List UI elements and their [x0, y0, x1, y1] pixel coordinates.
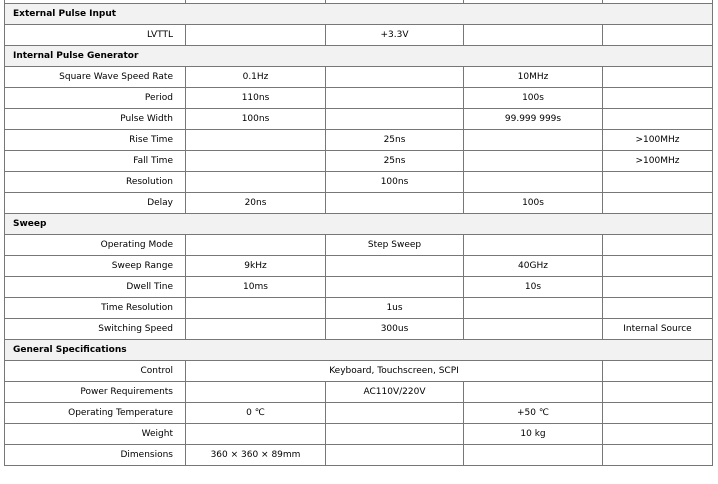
spec-value-cell: [603, 193, 713, 214]
spec-label: Fall Time: [5, 151, 186, 172]
spec-label: Dimensions: [5, 445, 186, 466]
spec-value-cell: [603, 67, 713, 88]
spec-value-cell: [603, 445, 713, 466]
spec-row: [5, 130, 713, 151]
section-header-row: [5, 4, 713, 25]
spec-value-cell: [603, 424, 713, 445]
spec-value-cell: +3.3V: [326, 25, 464, 46]
spec-row: [5, 25, 713, 46]
spec-label: Weight: [5, 424, 186, 445]
spec-row: [5, 277, 713, 298]
spec-label: Resolution: [5, 172, 186, 193]
spec-row: [5, 403, 713, 424]
spec-value-cell: 100ns: [186, 109, 326, 130]
spec-label: Sweep Range: [5, 256, 186, 277]
spec-label: Rise Time: [5, 130, 186, 151]
section-header-row: [5, 46, 713, 67]
spec-value-cell: [326, 424, 464, 445]
spec-value-cell: >100MHz: [603, 151, 713, 172]
spec-value-cell: [186, 151, 326, 172]
spec-label: Square Wave Speed Rate: [5, 67, 186, 88]
spec-label: Power Requirements: [5, 382, 186, 403]
spec-label: Operating Mode: [5, 235, 186, 256]
spec-value-cell: 99.999 999s: [464, 109, 603, 130]
spec-value-cell: [464, 298, 603, 319]
spec-value-cell: [603, 403, 713, 424]
spec-value-cell: [186, 172, 326, 193]
spec-value-cell: 1us: [326, 298, 464, 319]
spec-value-cell: [326, 256, 464, 277]
spec-row: [5, 151, 713, 172]
spec-value-cell: [603, 109, 713, 130]
spec-value-cell: [603, 88, 713, 109]
spec-value-cell: [464, 172, 603, 193]
spec-row: [5, 67, 713, 88]
spec-row: [5, 88, 713, 109]
spec-label: Switching Speed: [5, 319, 186, 340]
spec-value-cell: [326, 277, 464, 298]
spec-value-cell: [464, 130, 603, 151]
spec-value-cell: 20ns: [186, 193, 326, 214]
spec-value-cell: [326, 193, 464, 214]
spec-value-cell: [464, 382, 603, 403]
spec-value-cell: [603, 172, 713, 193]
spec-value-cell: 10s: [464, 277, 603, 298]
spec-value-cell: 0 ℃: [186, 403, 326, 424]
spec-value-cell: [326, 67, 464, 88]
spec-value-cell: [326, 109, 464, 130]
spec-value-cell: 10MHz: [464, 67, 603, 88]
section-header-row: [5, 340, 713, 361]
spec-value-cell: [464, 151, 603, 172]
spec-value-cell: 100ns: [326, 172, 464, 193]
spec-table: [4, 0, 713, 466]
spec-value-cell: +50 ℃: [464, 403, 603, 424]
spec-row: [5, 424, 713, 445]
spec-value-cell: [603, 277, 713, 298]
spec-row: [5, 361, 713, 382]
spec-row: [5, 235, 713, 256]
spec-value-cell: 10ms: [186, 277, 326, 298]
spec-label: Control: [5, 361, 186, 382]
spec-value-cell: >100MHz: [603, 130, 713, 151]
spec-value-cell: 100s: [464, 193, 603, 214]
spec-row: [5, 193, 713, 214]
spec-value-cell: [326, 88, 464, 109]
spec-row: [5, 445, 713, 466]
spec-value-cell: [326, 403, 464, 424]
spec-value-cell: [603, 382, 713, 403]
spec-value-cell: [186, 25, 326, 46]
spec-value-cell: [186, 424, 326, 445]
spec-value-cell: [186, 382, 326, 403]
spec-label: Time Resolution: [5, 298, 186, 319]
spec-value-cell: AC110V/220V: [326, 382, 464, 403]
spec-value-cell: Step Sweep: [326, 235, 464, 256]
spec-table-body: [5, 0, 713, 466]
section-title: General Specifications: [5, 340, 713, 361]
spec-row: [5, 298, 713, 319]
section-title: Internal Pulse Generator: [5, 46, 713, 67]
spec-value-cell: [186, 298, 326, 319]
spec-row: [5, 382, 713, 403]
spec-label: Dwell Tine: [5, 277, 186, 298]
spec-value-cell: [186, 130, 326, 151]
spec-row: [5, 172, 713, 193]
spec-value-cell: 40GHz: [464, 256, 603, 277]
spec-value-cell: 360 × 360 × 89mm: [186, 445, 326, 466]
spec-value-cell: [603, 256, 713, 277]
spec-value-cell: [603, 235, 713, 256]
spec-label: Period: [5, 88, 186, 109]
spec-value-cell: Keyboard, Touchscreen, SCPI: [186, 361, 603, 382]
spec-value-cell: [186, 319, 326, 340]
spec-value-cell: [186, 235, 326, 256]
spec-value-cell: 9kHz: [186, 256, 326, 277]
spec-value-cell: 110ns: [186, 88, 326, 109]
spec-value-cell: 100s: [464, 88, 603, 109]
spec-value-cell: 25ns: [326, 151, 464, 172]
spec-row: [5, 256, 713, 277]
section-header-row: [5, 214, 713, 235]
spec-value-cell: Internal Source: [603, 319, 713, 340]
spec-value-cell: [603, 25, 713, 46]
spec-label: Pulse Width: [5, 109, 186, 130]
spec-row: [5, 109, 713, 130]
spec-value-cell: [464, 319, 603, 340]
spec-label: LVTTL: [5, 25, 186, 46]
spec-value-cell: [603, 361, 713, 382]
spec-value-cell: 300us: [326, 319, 464, 340]
spec-value-cell: [326, 445, 464, 466]
section-title: Sweep: [5, 214, 713, 235]
section-title: External Pulse Input: [5, 4, 713, 25]
spec-value-cell: [603, 298, 713, 319]
spec-value-cell: [464, 445, 603, 466]
spec-label: Delay: [5, 193, 186, 214]
spec-value-cell: 10 kg: [464, 424, 603, 445]
spec-label: Operating Temperature: [5, 403, 186, 424]
spec-value-cell: 0.1Hz: [186, 67, 326, 88]
spec-value-cell: 25ns: [326, 130, 464, 151]
spec-value-cell: [464, 25, 603, 46]
spec-row: [5, 319, 713, 340]
spec-value-cell: [464, 235, 603, 256]
